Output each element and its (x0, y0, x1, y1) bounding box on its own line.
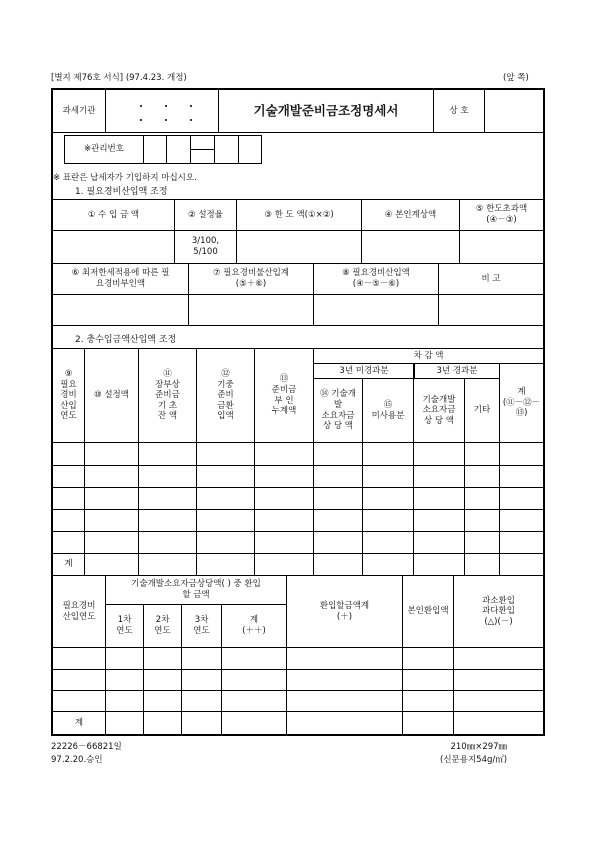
s2-set-amount-header: ⑩ 설정액 (94, 390, 129, 401)
remarks-input[interactable] (439, 295, 543, 325)
s3-refund-total-header: 환입할금액계 (＋) (319, 600, 370, 622)
page-side: (앞 쪽) (503, 73, 529, 83)
s2-tech-dev2-header: 기술개발 소요자금 상 당 액 (422, 394, 456, 426)
management-number-input[interactable] (144, 136, 261, 163)
revenue-header: ① 수 입 금 액 (87, 209, 140, 220)
self-amount-header: ④ 본인계상액 (384, 209, 437, 220)
tax-office-label: 과세기관 (62, 105, 96, 116)
footer-approval-date: 97.2.20.승인 (51, 755, 103, 766)
min-tax-input[interactable] (53, 295, 188, 325)
s2-refund-header: ⑫ 기중 준비 금환 입액 (217, 368, 234, 422)
s2-denied-header: ⑬ 준비금 부 인 누계액 (271, 374, 297, 417)
rate-header: ② 설정율 (188, 209, 223, 220)
footer-paper-type: (신문용지54g/㎡) (440, 755, 508, 766)
s2-other-header: 기타 (473, 405, 491, 416)
non-deductible-input[interactable] (189, 295, 313, 325)
s2-under3-header: 3년 미경과분 (339, 365, 389, 376)
tax-office-field[interactable] (106, 90, 218, 132)
s2-over3-header: 3년 경과분 (436, 365, 478, 376)
revenue-input[interactable] (53, 231, 174, 263)
s3-sum-header: 계 (＋＋) (242, 615, 266, 636)
s3-over-under-header: 과소환입 과다환입 (△)(－) (482, 595, 515, 627)
s3-data-rows[interactable] (53, 648, 543, 711)
footer-approval-number: 22226－66821일 (51, 742, 122, 752)
footer-right (440, 741, 507, 767)
company-name-label: 상 호 (449, 105, 469, 116)
management-number-label: ※관리번호 (84, 144, 124, 155)
section1-title: 1. 필요경비산입액 조정 (75, 187, 168, 197)
company-name-field[interactable] (485, 90, 543, 132)
limit-header: ③ 한 도 액(①×②) (264, 209, 334, 220)
excess-header: ⑤ 한도초과액 (④－③) (475, 204, 528, 225)
s2-unused-header: ⑮ 미사용분 (371, 399, 405, 421)
s3-year2-header: 2차 연도 (154, 615, 171, 636)
s2-deduction-header: 차 감 액 (413, 350, 444, 361)
s3-year-header: 필요경비 산입연도 (62, 600, 96, 622)
s2-total-label: 계 (64, 559, 73, 570)
footer-left (51, 741, 122, 767)
remarks-header: 비 고 (481, 273, 501, 284)
s2-data-rows[interactable] (53, 443, 543, 556)
deductible-header: ⑧ 필요경비산입액 (④－⑤－⑥) (342, 268, 410, 289)
s3-group-header: 기술개발소요자금상당액( ) 중 환입 할 금액 (131, 579, 261, 600)
form-title: 기술개발준비금조정명세서 (253, 103, 399, 119)
form-frame (51, 88, 545, 736)
limit-input[interactable] (237, 231, 361, 263)
rate-value: 3/100, 5/100 (191, 236, 220, 257)
instruction-note: ※ 표란은 납세자가 기입하지 마십시오. (53, 173, 197, 183)
s3-total-label: 계 (74, 717, 84, 728)
s3-self-refund-header: 본인환입액 (407, 606, 449, 617)
excess-input[interactable] (460, 231, 543, 263)
s2-year-header: ⑨ 필요 경비 산입 연도 (60, 368, 77, 422)
s2-sum-header: 계 (⑪－⑫－ ⑬) (502, 387, 541, 419)
s3-year3-header: 3차 연도 (193, 615, 210, 636)
self-amount-input[interactable] (362, 231, 459, 263)
s2-tech-dev-header: ⑭ 기술개 발 소요자금 상 당 액 (320, 389, 356, 432)
non-deductible-header: ⑦ 필요경비불산입계 (⑤＋⑥) (212, 268, 289, 289)
s2-opening-balance-header: ⑪ 장부상 준비금 기 초 잔 액 (155, 368, 180, 422)
form-number: [별지 제76호 서식] (97.4.23. 개정) (51, 73, 187, 83)
min-tax-header: ⑥ 최저한세적용에 따른 필 요경비부인액 (71, 268, 170, 289)
s3-year1-header: 1차 연도 (116, 615, 133, 636)
deductible-input[interactable] (314, 295, 438, 325)
section2-title: 2. 충수입금액산입액 조정 (75, 335, 177, 345)
footer-paper-size: 210㎜×297㎜ (450, 742, 508, 752)
